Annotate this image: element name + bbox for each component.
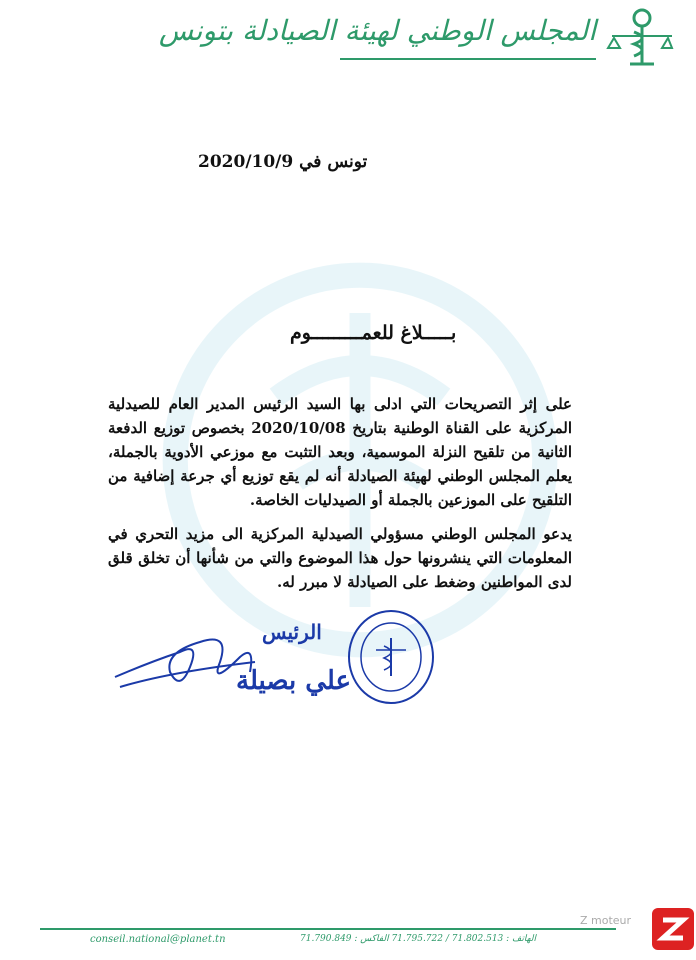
footer-phone: الهاتف : 71.802.513 / 71.795.722 الفاكس : 71.790.849 [300,934,536,944]
brand-text: Z moteur [580,914,632,927]
header-divider [340,58,596,60]
footer-divider [40,928,616,930]
body-paragraph-1: على إثر التصريحات التي ادلى بها السيد الرئيس المدير العام للصيدلية المركزية على القناة الوطنية بتاريخ 2020/10/08 بخصوص توزيع الدفعة الثانية من تلقيح النزلة الموسمية، وبعد التثبت مع موزعي الأدوية بالجملة، يعلم المجلس الوطني لهيئة الصيادلة أنه لم يقع توزيع أي جرعة إضافية من التلقيح على الموزعين بالجملة أو الصيدليات الخاصة. [108,395,572,509]
header-title: المجلس الوطني لهيئة الصيادلة بتونس [158,14,596,47]
notice-title: بـــــلاغ للعمـــــــــوم [290,322,457,344]
official-seal-icon [346,608,436,706]
signatory-title: الرئيس [262,620,322,644]
signatory-name: علي بصيلة [236,666,352,696]
brand-badge-icon [650,906,696,952]
footer-email: conseil.national@planet.tn [90,934,226,945]
caduceus-scales-icon [600,6,674,68]
body-paragraph-2: يدعو المجلس الوطني مسؤولي الصيدلية المركزية الى مزيد التحري في المعلومات التي ينشرونها حول هذا الموضوع والتي من شأنها أن تخلق قلق لدى المواطنين وضغط على الصيادلة لا مبرر له. [108,525,572,591]
letter-date: تونس في 2020/10/9 [198,152,368,172]
